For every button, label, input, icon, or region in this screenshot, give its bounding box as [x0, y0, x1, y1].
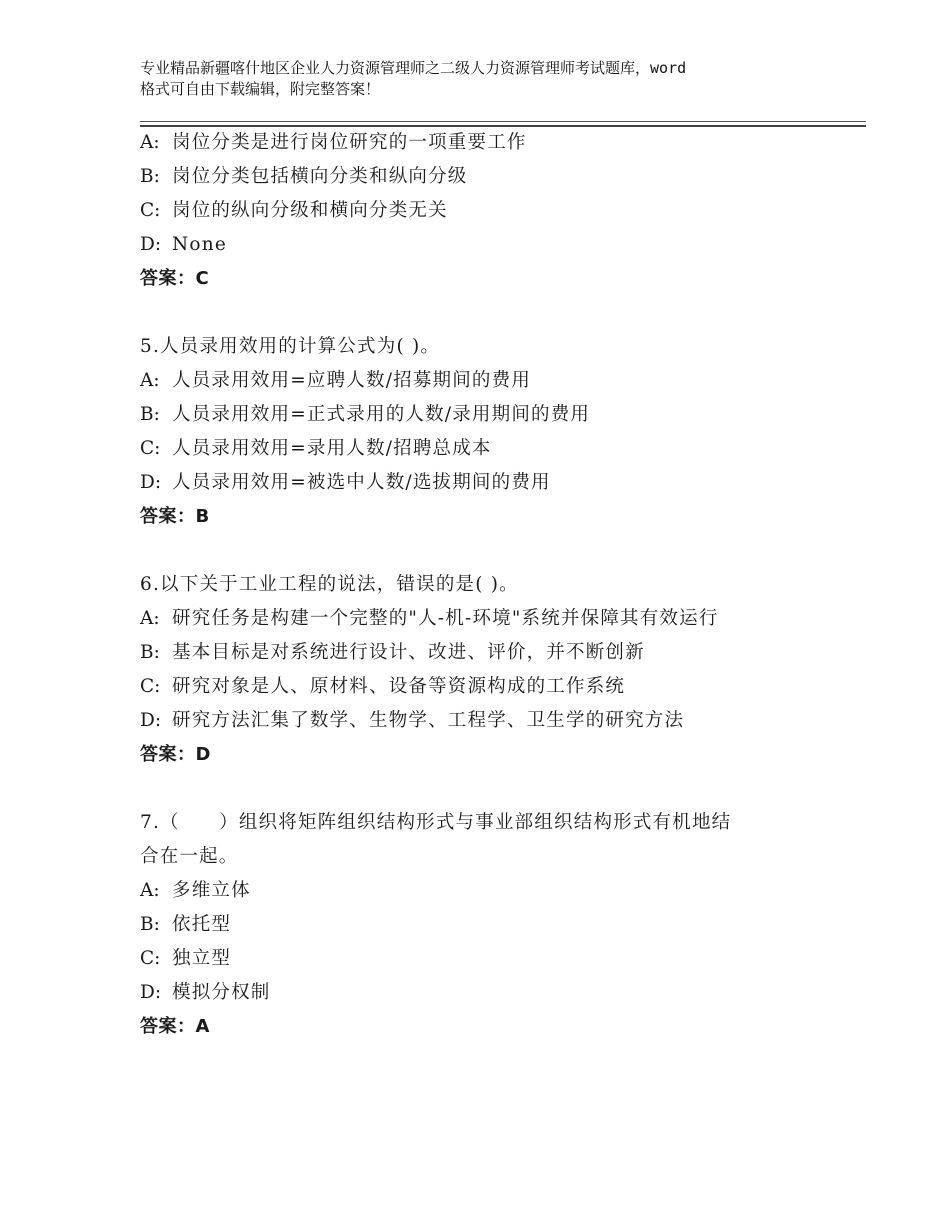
answer-line: 答案：A	[140, 1016, 210, 1037]
option-b: B: 人员录用效用=正式录用的人数/录用期间的费用	[140, 404, 591, 425]
question-4	[140, 126, 860, 296]
question-7	[140, 806, 860, 1044]
option-text: 研究对象是人、原材料、设备等资源构成的工作系统	[172, 676, 626, 697]
question-stem: 6.以下关于工业工程的说法，错误的是( )。	[140, 574, 519, 595]
option-text: 人员录用效用=应聘人数/招募期间的费用	[172, 370, 532, 391]
document-header	[140, 58, 840, 100]
option-text: 岗位分类包括横向分类和纵向分级	[172, 166, 468, 187]
option-text: None	[172, 234, 227, 255]
option-text: 人员录用效用=正式录用的人数/录用期间的费用	[172, 404, 591, 425]
header-line-2: 格式可自由下载编辑，附完整答案！	[140, 80, 381, 98]
option-c: C: 研究对象是人、原材料、设备等资源构成的工作系统	[140, 676, 626, 697]
header-line-1: 专业精品新疆喀什地区企业人力资源管理师之二级人力资源管理师考试题库，word	[140, 59, 687, 77]
question-stem-line-1: 7.（ ）组织将矩阵组织结构形式与事业部组织结构形式有机地结	[140, 812, 732, 833]
option-c: C: 独立型	[140, 948, 232, 969]
option-text: 基本目标是对系统进行设计、改进、评价，并不断创新	[172, 642, 645, 663]
option-a: A: 岗位分类是进行岗位研究的一项重要工作	[140, 132, 527, 153]
option-text: 人员录用效用=被选中人数/选拔期间的费用	[172, 472, 551, 493]
option-a: A: 人员录用效用=应聘人数/招募期间的费用	[140, 370, 532, 391]
option-d: D: 研究方法汇集了数学、生物学、工程学、卫生学的研究方法	[140, 710, 685, 731]
option-c: C: 人员录用效用=录用人数/招聘总成本	[140, 438, 492, 459]
option-a: A: 研究任务是构建一个完整的"人-机-环境"系统并保障其有效运行	[140, 608, 719, 629]
answer-line: 答案：B	[140, 506, 210, 527]
question-list	[140, 126, 860, 1044]
option-d: D: 模拟分权制	[140, 982, 271, 1003]
spacer	[140, 534, 860, 568]
option-a: A: 多维立体	[140, 880, 251, 901]
option-text: 岗位分类是进行岗位研究的一项重要工作	[172, 132, 527, 153]
spacer	[140, 296, 860, 330]
option-text: 多维立体	[172, 880, 251, 901]
option-b: B: 依托型	[140, 914, 232, 935]
option-b: B: 岗位分类包括横向分类和纵向分级	[140, 166, 468, 187]
answer-line: 答案：D	[140, 744, 211, 765]
answer-line: 答案：C	[140, 268, 210, 289]
spacer	[140, 772, 860, 806]
option-text: 依托型	[172, 914, 232, 935]
option-text: 人员录用效用=录用人数/招聘总成本	[172, 438, 492, 459]
header-divider-thin	[140, 121, 866, 122]
option-text: 研究任务是构建一个完整的"人-机-环境"系统并保障其有效运行	[172, 608, 719, 629]
option-b: B: 基本目标是对系统进行设计、改进、评价，并不断创新	[140, 642, 645, 663]
option-text: 独立型	[172, 948, 232, 969]
question-5	[140, 330, 860, 534]
option-text: 岗位的纵向分级和横向分类无关	[172, 200, 448, 221]
option-text: 研究方法汇集了数学、生物学、工程学、卫生学的研究方法	[172, 710, 685, 731]
option-d: D: None	[140, 234, 227, 255]
question-6	[140, 568, 860, 772]
question-stem: 5.人员录用效用的计算公式为( )。	[140, 336, 441, 357]
option-c: C: 岗位的纵向分级和横向分类无关	[140, 200, 448, 221]
option-d: D: 人员录用效用=被选中人数/选拔期间的费用	[140, 472, 551, 493]
option-text: 模拟分权制	[172, 982, 271, 1003]
question-stem-line-2: 合在一起。	[140, 846, 239, 867]
